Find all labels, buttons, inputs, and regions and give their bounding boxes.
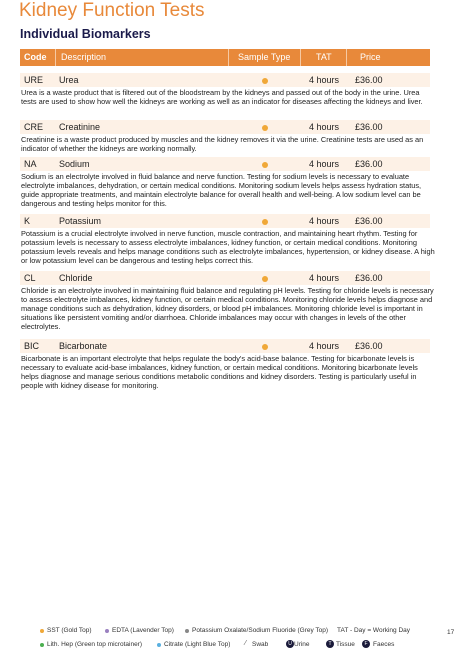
legend-citrate: Citrate (Light Blue Top) [164, 641, 231, 648]
test-description: Urea is a waste product that is filtered out of the bloodstream by the kidneys and passed out of the body in the urine. Urea tests are used to show how well the kidneys are working as well as an indicator for diseases affecting the kidneys and liver. [21, 88, 423, 106]
sst-dot-icon [40, 629, 44, 633]
table-row [20, 120, 430, 134]
urine-icon: U [286, 640, 294, 648]
test-name: Potassium [59, 216, 102, 226]
sst-sample-dot [262, 219, 268, 225]
faeces-icon: F [362, 640, 370, 648]
test-tat: 4 hours [309, 122, 340, 132]
legend-swab: Swab [252, 641, 269, 648]
section-subtitle: Individual Biomarkers [20, 27, 151, 41]
test-price: £36.00 [355, 122, 383, 132]
test-price: £36.00 [355, 273, 383, 283]
citrate-dot-icon [157, 643, 161, 647]
test-price: £36.00 [355, 75, 383, 85]
header-price: Price [360, 52, 381, 62]
header-tat: TAT [316, 52, 332, 62]
table-row [20, 214, 430, 228]
test-code: K [24, 216, 31, 226]
legend-potassium-oxalate: Potassium Oxalate/Sodium Fluoride (Grey Top) [192, 627, 329, 634]
test-name: Creatinine [59, 122, 101, 132]
sst-sample-dot [262, 125, 268, 131]
legend-urine: Urine [294, 641, 310, 648]
test-code: CL [24, 273, 36, 283]
edta-dot-icon [105, 629, 109, 633]
test-description: Chloride is an electrolyte involved in maintaining fluid balance and regulating pH levels. Testing for chloride levels is necessary to assess electrolyte imbalances, kidney function, or certain medical conditions. Monitoring chloride levels helps diagnose and manage conditions such as dehydration, kidney disorders, or blood pH imbalances. Monitoring chloride level is important in situations like persistent vomiting and/or diarrhoea. Chloride imbalances may occur with changes in levels of the other electrolytes. [21, 286, 434, 331]
header-sample-type: Sample Type [238, 52, 291, 62]
test-name: Chloride [59, 273, 93, 283]
test-tat: 4 hours [309, 75, 340, 85]
test-name: Sodium [59, 159, 90, 169]
lith-hep-dot-icon [40, 643, 44, 647]
header-description: Description [61, 52, 107, 62]
test-price: £36.00 [355, 159, 383, 169]
table-row [20, 271, 430, 285]
test-tat: 4 hours [309, 273, 340, 283]
table-row [20, 73, 430, 87]
sst-sample-dot [262, 78, 268, 84]
legend-tissue: Tissue [336, 641, 355, 648]
test-description: Potassium is a crucial electrolyte involved in nerve function, muscle contraction, and maintaining heart rhythm. Testing for potassium levels is necessary to assess electrolyte imbalances, kidney function, or certain medical conditions. Monitoring potassium levels reveals and helps manage conditions such as electrolyte imbalances, hypertension, or kidney disease. A high or low potassium level can be dangerous and testing helps correct this. [21, 229, 435, 265]
test-tat: 4 hours [309, 159, 340, 169]
test-name: Bicarbonate [59, 341, 108, 351]
test-tat: 4 hours [309, 216, 340, 226]
header-code: Code [24, 52, 47, 62]
sst-sample-dot [262, 344, 268, 350]
sample-legend-row-2 [40, 641, 440, 651]
test-code: BIC [24, 341, 40, 351]
sample-legend-row-1 [40, 627, 440, 637]
sst-sample-dot [262, 162, 268, 168]
test-description: Bicarbonate is an important electrolyte that helps regulate the body's acid-base balance. Testing for bicarbonate levels is necessary to evaluate acid-base imbalances, kidney function, or certain medical conditions. Monitoring bicarbonate levels helps diagnose and manage serious conditions metabolic conditions and kidney disorders. Testing is particularly useful in people with kidney disease for monitoring. [21, 354, 418, 390]
tissue-icon: T [326, 640, 334, 648]
sst-sample-dot [262, 276, 268, 282]
table-row [20, 339, 430, 353]
legend-lith-hep: Lith. Hep (Green top microtainer) [47, 641, 143, 648]
table-header [20, 49, 430, 66]
test-description: Creatinine is a waste product produced by muscles and the kidney removes it via the urine. Creatinine tests are used as an indicator of whether the kidneys are working normally. [21, 135, 424, 153]
swab-icon: ⁄ [245, 640, 247, 647]
test-code: CRE [24, 122, 44, 132]
legend-sst: SST (Gold Top) [47, 627, 92, 634]
test-price: £36.00 [355, 341, 383, 351]
legend-tat-note: TAT - Day = Working Day [337, 627, 411, 634]
test-tat: 4 hours [309, 341, 340, 351]
page-number: 17 [447, 629, 455, 636]
grey-top-dot-icon [185, 629, 189, 633]
test-code: NA [24, 159, 37, 169]
legend-edta: EDTA (Lavender Top) [112, 627, 174, 634]
legend-faeces: Faeces [373, 641, 395, 648]
test-description: Sodium is an electrolyte involved in fluid balance and nerve function. Testing for sodium levels is necessary to evaluate electrolyte imbalances, dehydration, or certain medical conditions. Monitoring sodium levels helps assess hydration status, guide appropriate treatments, and maintain electrolyte balance for overall health and well-being. A low sodium level can be dangerous and testing helps monitor for this. [21, 172, 422, 208]
page-title: Kidney Function Tests [19, 0, 205, 21]
table-row [20, 157, 430, 171]
test-name: Urea [59, 75, 79, 85]
test-code: URE [24, 75, 44, 85]
test-price: £36.00 [355, 216, 383, 226]
